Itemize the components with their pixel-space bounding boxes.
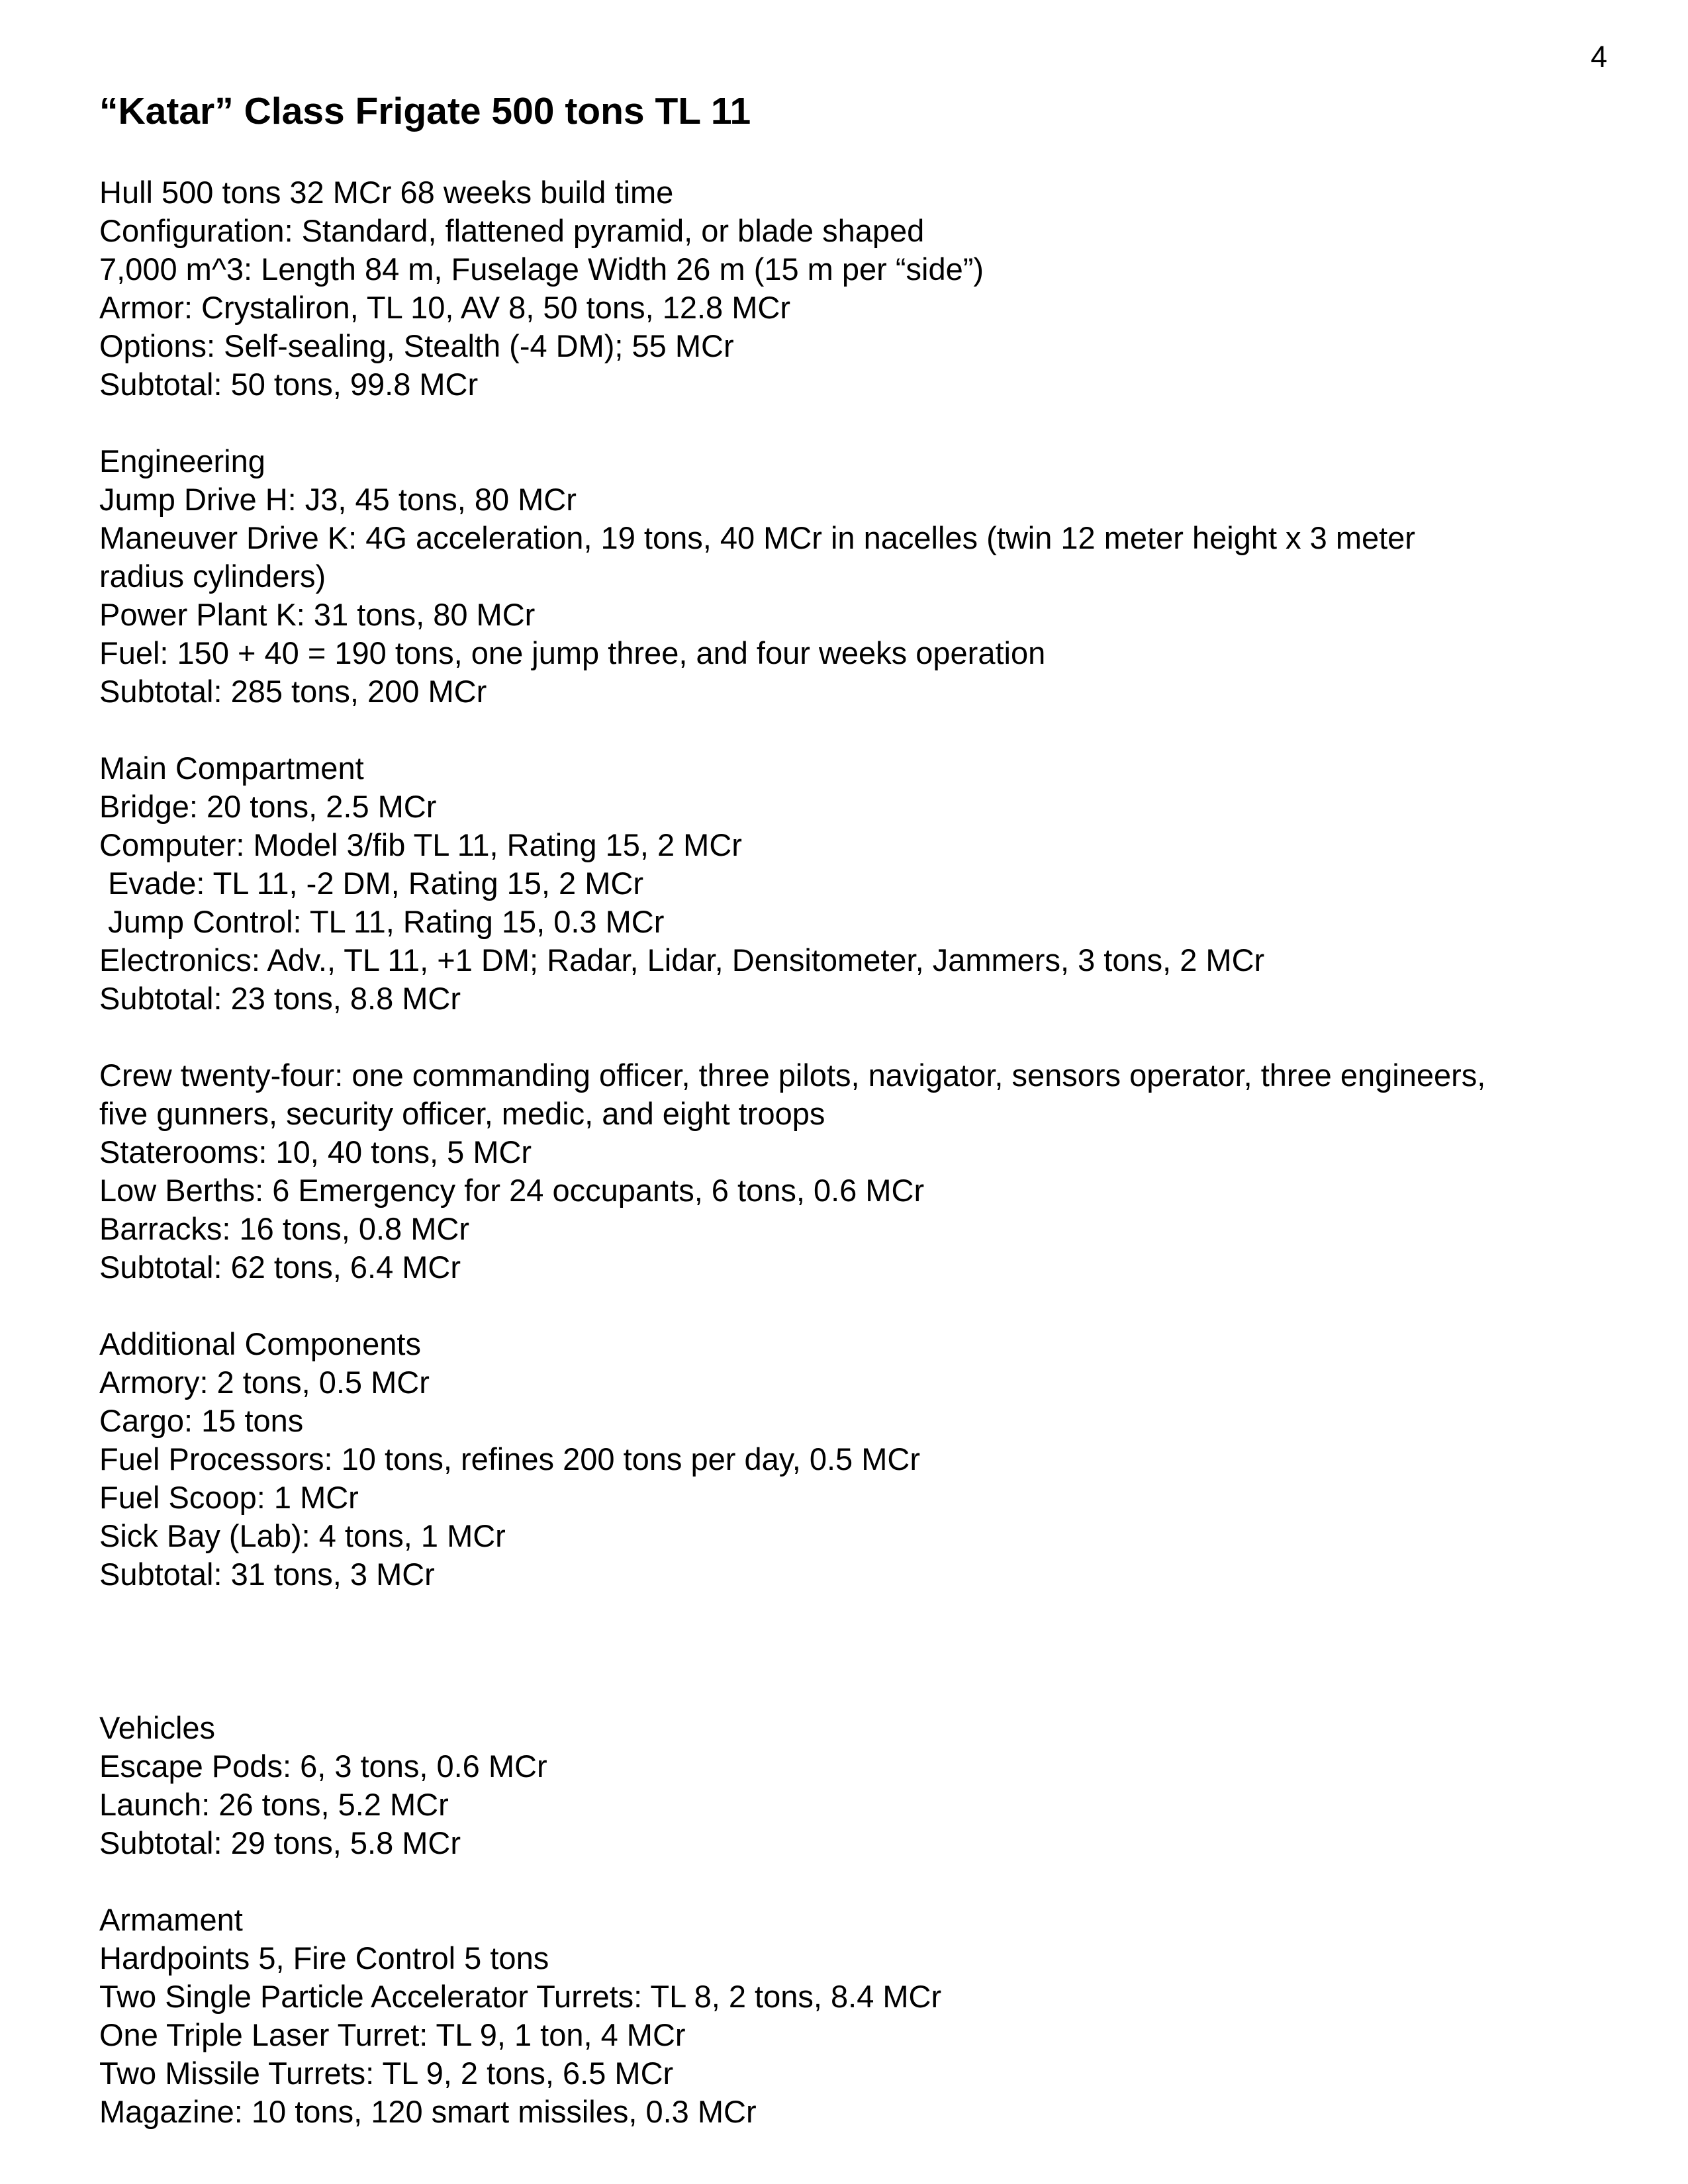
text-line: Launch: 26 tons, 5.2 MCr: [99, 1787, 449, 1822]
document-title: “Katar” Class Frigate 500 tons TL 11: [99, 90, 751, 132]
text-line: Escape Pods: 6, 3 tons, 0.6 MCr: [99, 1749, 547, 1784]
text-line: Configuration: Standard, flattened pyramid, or blade shaped: [99, 213, 925, 248]
text-line: Magazine: 10 tons, 120 smart missiles, 0.3 MCr: [99, 2094, 757, 2129]
section-main-compartment: [99, 749, 1615, 1018]
text-line: Subtotal: 285 tons, 200 MCr: [99, 674, 487, 709]
text-line: Engineering: [99, 443, 265, 478]
text-line: Maneuver Drive K: 4G acceleration, 19 tons, 40 MCr in nacelles (twin 12 meter height x 3 meter: [99, 520, 1415, 555]
document-content: [99, 91, 1615, 2131]
text-line: Armor: Crystaliron, TL 10, AV 8, 50 tons, 12.8 MCr: [99, 290, 790, 325]
text-line: Crew twenty-four: one commanding officer, three pilots, navigator, sensors operator, three engineers,: [99, 1058, 1486, 1093]
text-line: 7,000 m^3: Length 84 m, Fuselage Width 26 m (15 m per “side”): [99, 251, 984, 287]
text-line: Bridge: 20 tons, 2.5 MCr: [99, 789, 437, 824]
text-line: Hardpoints 5, Fire Control 5 tons: [99, 1940, 549, 1976]
text-line: One Triple Laser Turret: TL 9, 1 ton, 4 MCr: [99, 2017, 686, 2052]
text-line: Electronics: Adv., TL 11, +1 DM; Radar, Lidar, Densitometer, Jammers, 3 tons, 2 MCr: [99, 942, 1265, 978]
section-engineering: [99, 442, 1615, 711]
text-line: Hull 500 tons 32 MCr 68 weeks build time: [99, 175, 674, 210]
text-line: Additional Components: [99, 1326, 421, 1361]
section-additional-components: [99, 1325, 1615, 1594]
text-line: Fuel Scoop: 1 MCr: [99, 1480, 359, 1515]
text-line: Subtotal: 23 tons, 8.8 MCr: [99, 981, 461, 1016]
page-number: 4: [1590, 40, 1607, 73]
text-line: Evade: TL 11, -2 DM, Rating 15, 2 MCr: [99, 866, 643, 901]
text-line: Fuel: 150 + 40 = 190 tons, one jump three, and four weeks operation: [99, 635, 1046, 670]
text-line: Vehicles: [99, 1710, 216, 1745]
text-line: Computer: Model 3/fib TL 11, Rating 15, 2 MCr: [99, 827, 742, 862]
section-crew: [99, 1056, 1615, 1287]
text-line: five gunners, security officer, medic, and eight troops: [99, 1096, 825, 1131]
sections-container: [99, 173, 1615, 2131]
text-line: Low Berths: 6 Emergency for 24 occupants, 6 tons, 0.6 MCr: [99, 1173, 925, 1208]
text-line: Armament: [99, 1902, 243, 1937]
section-hull: [99, 173, 1615, 404]
text-line: Two Single Particle Accelerator Turrets: TL 8, 2 tons, 8.4 MCr: [99, 1979, 942, 2014]
text-line: Subtotal: 29 tons, 5.8 MCr: [99, 1825, 461, 1860]
text-line: Subtotal: 50 tons, 99.8 MCr: [99, 367, 479, 402]
text-line: Main Compartment: [99, 751, 364, 786]
text-line: Armory: 2 tons, 0.5 MCr: [99, 1365, 430, 1400]
text-line: radius cylinders): [99, 559, 326, 594]
text-line: Barracks: 16 tons, 0.8 MCr: [99, 1211, 469, 1246]
text-line: Two Missile Turrets: TL 9, 2 tons, 6.5 MCr: [99, 2056, 674, 2091]
text-line: Staterooms: 10, 40 tons, 5 MCr: [99, 1134, 532, 1169]
text-line: Subtotal: 62 tons, 6.4 MCr: [99, 1250, 461, 1285]
text-line: Jump Control: TL 11, Rating 15, 0.3 MCr: [99, 904, 665, 939]
text-line: Subtotal: 31 tons, 3 MCr: [99, 1557, 435, 1592]
text-line: Cargo: 15 tons: [99, 1403, 304, 1438]
text-line: Options: Self-sealing, Stealth (-4 DM); 55 MCr: [99, 328, 734, 363]
text-line: Fuel Processors: 10 tons, refines 200 tons per day, 0.5 MCr: [99, 1441, 920, 1477]
section-vehicles: [99, 1709, 1615, 1862]
section-armament: [99, 1901, 1615, 2131]
text-line: Sick Bay (Lab): 4 tons, 1 MCr: [99, 1518, 506, 1553]
text-line: Jump Drive H: J3, 45 tons, 80 MCr: [99, 482, 577, 517]
text-line: Power Plant K: 31 tons, 80 MCr: [99, 597, 536, 632]
